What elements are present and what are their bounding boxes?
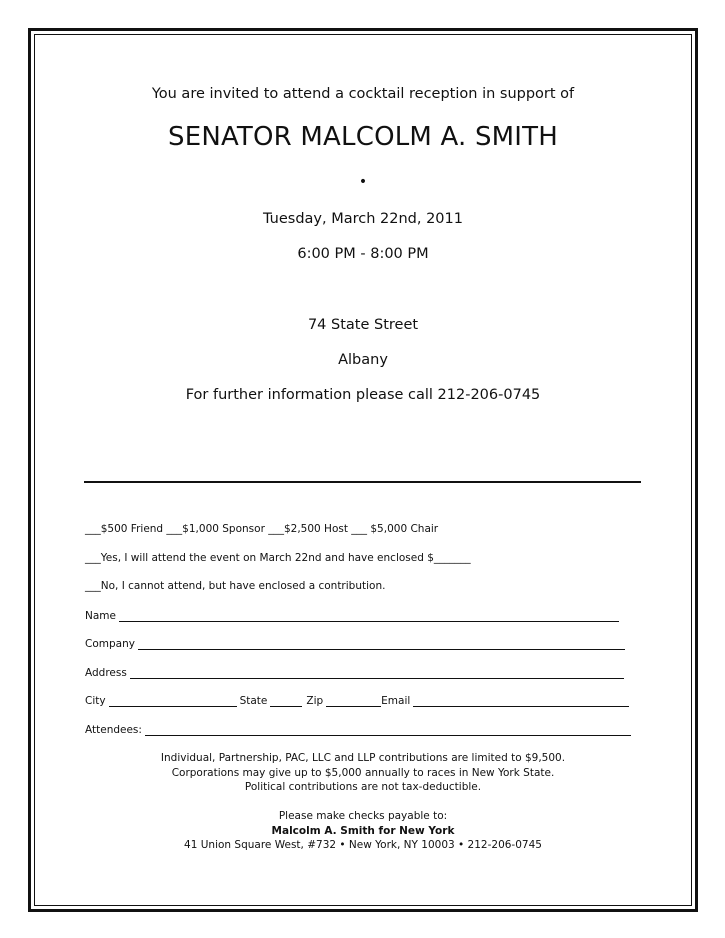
city-field[interactable] — [109, 694, 237, 707]
zip-field[interactable] — [326, 694, 381, 707]
event-info: For further information please call 212-206-0745 — [185, 387, 541, 403]
email-label: Email — [381, 695, 411, 707]
payee-address: 41 Union Square West, #732 • New York, NY 10003 • 212-206-0745 — [184, 839, 542, 851]
state-field[interactable] — [270, 694, 302, 707]
attendees-field[interactable] — [145, 723, 631, 736]
attend-no-option[interactable]: ___No, I cannot attend, but have enclosed a contribution. — [85, 580, 386, 592]
city-row — [85, 694, 629, 707]
name-field[interactable] — [119, 609, 619, 622]
attendees-row — [85, 723, 631, 736]
event-date: Tuesday, March 22nd, 2011 — [263, 211, 463, 227]
disclaimer-line-2: Corporations may give up to $5,000 annually to races in New York State. — [171, 766, 555, 779]
event-address-city: Albany — [338, 352, 388, 368]
address-label: Address — [85, 667, 127, 679]
disclaimer — [34, 751, 692, 795]
company-row — [85, 637, 625, 650]
email-field[interactable] — [413, 694, 629, 707]
company-field[interactable] — [138, 637, 625, 650]
event-address-street: 74 State Street — [307, 317, 419, 333]
event-time: 6:00 PM - 8:00 PM — [297, 246, 429, 262]
name-row — [85, 609, 619, 622]
invitation-line: You are invited to attend a cocktail reception in support of — [151, 86, 575, 102]
attendees-label: Attendees: — [85, 724, 142, 736]
disclaimer-line-3: Political contributions are not tax-deductible. — [244, 781, 482, 793]
disclaimer-line-1: Individual, Partnership, PAC, LLC and LLP contributions are limited to $9,500. — [160, 752, 566, 764]
honoree-title: SENATOR MALCOLM A. SMITH — [167, 122, 559, 152]
payee-name: Malcolm A. Smith for New York — [271, 824, 455, 837]
contribution-levels[interactable]: ___$500 Friend ___$1,000 Sponsor ___$2,500 Host ___ $5,000 Chair — [85, 523, 439, 535]
state-label: State — [239, 695, 268, 707]
address-field[interactable] — [130, 666, 624, 679]
bullet-icon: • — [358, 174, 368, 190]
company-label: Company — [85, 638, 135, 650]
address-row — [85, 666, 624, 679]
payable-block — [34, 809, 692, 853]
attend-yes-option[interactable]: ___Yes, I will attend the event on March 22nd and have enclosed $_______ — [85, 552, 471, 564]
city-label: City — [85, 695, 106, 707]
divider — [84, 481, 641, 483]
name-label: Name — [85, 610, 116, 622]
zip-label: Zip — [306, 695, 324, 707]
payable-label: Please make checks payable to: — [278, 810, 448, 822]
